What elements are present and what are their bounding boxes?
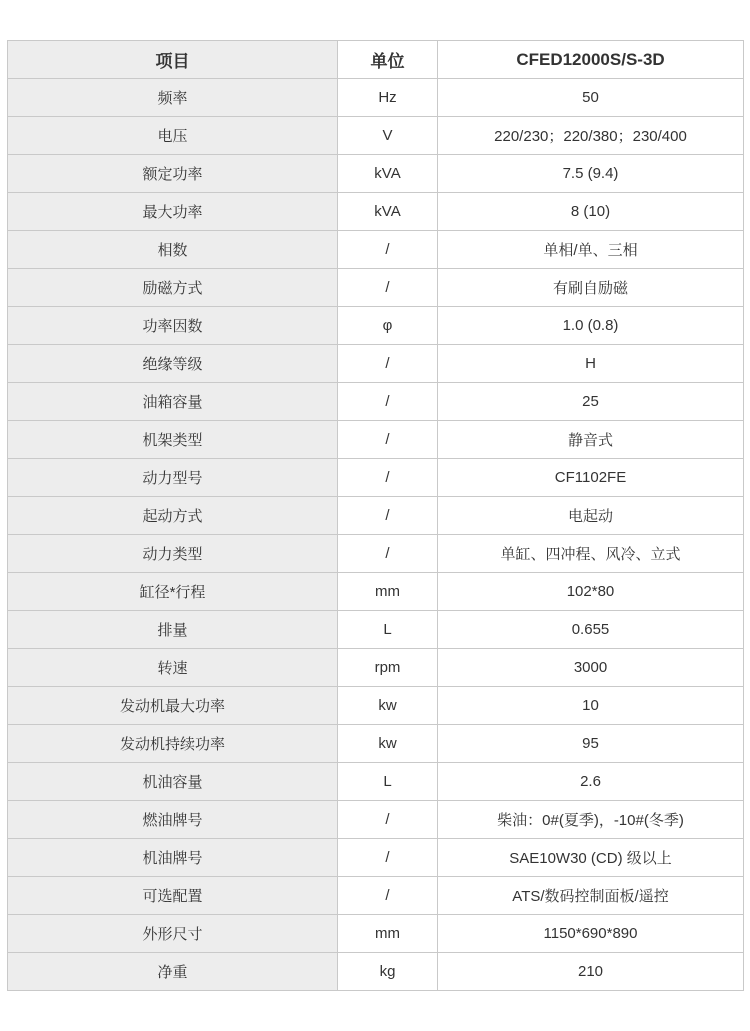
spec-value-cell: 220/230；220/380；230/400 bbox=[438, 117, 744, 155]
spec-value-cell: 柴油：0#(夏季)，-10#(冬季) bbox=[438, 801, 744, 839]
spec-item-cell: 发动机最大功率 bbox=[8, 687, 338, 725]
spec-item-cell: 功率因数 bbox=[8, 307, 338, 345]
spec-value-cell: 25 bbox=[438, 383, 744, 421]
spec-item-cell: 可选配置 bbox=[8, 877, 338, 915]
spec-item-cell: 起动方式 bbox=[8, 497, 338, 535]
table-row bbox=[8, 383, 744, 421]
table-row bbox=[8, 839, 744, 877]
table-row bbox=[8, 877, 744, 915]
spec-unit-cell: kVA bbox=[338, 193, 438, 231]
spec-item-cell: 发动机持续功率 bbox=[8, 725, 338, 763]
spec-item-cell: 额定功率 bbox=[8, 155, 338, 193]
spec-value-cell: 3000 bbox=[438, 649, 744, 687]
spec-unit-cell: / bbox=[338, 231, 438, 269]
spec-value-cell: 95 bbox=[438, 725, 744, 763]
spec-unit-cell: / bbox=[338, 269, 438, 307]
header-item-label: 项目 bbox=[8, 41, 338, 79]
spec-item-cell: 绝缘等级 bbox=[8, 345, 338, 383]
spec-item-cell: 最大功率 bbox=[8, 193, 338, 231]
spec-item-cell: 转速 bbox=[8, 649, 338, 687]
table-row bbox=[8, 155, 744, 193]
spec-item-cell: 缸径*行程 bbox=[8, 573, 338, 611]
spec-value-cell: 1.0 (0.8) bbox=[438, 307, 744, 345]
table-row bbox=[8, 953, 744, 991]
spec-item-cell: 相数 bbox=[8, 231, 338, 269]
header-model-label: CFED12000S/S-3D bbox=[438, 41, 744, 79]
spec-unit-cell: / bbox=[338, 839, 438, 877]
spec-value-cell: 8 (10) bbox=[438, 193, 744, 231]
spec-value-cell: 1150*690*890 bbox=[438, 915, 744, 953]
spec-unit-cell: mm bbox=[338, 573, 438, 611]
spec-item-cell: 电压 bbox=[8, 117, 338, 155]
spec-item-cell: 外形尺寸 bbox=[8, 915, 338, 953]
spec-item-cell: 机油容量 bbox=[8, 763, 338, 801]
spec-value-cell: 静音式 bbox=[438, 421, 744, 459]
table-row bbox=[8, 801, 744, 839]
table-row bbox=[8, 573, 744, 611]
spec-value-cell: H bbox=[438, 345, 744, 383]
spec-unit-cell: kw bbox=[338, 687, 438, 725]
spec-unit-cell: / bbox=[338, 877, 438, 915]
spec-value-cell: 0.655 bbox=[438, 611, 744, 649]
table-row bbox=[8, 649, 744, 687]
spec-value-cell: 单相/单、三相 bbox=[438, 231, 744, 269]
spec-value-cell: SAE10W30 (CD) 级以上 bbox=[438, 839, 744, 877]
spec-item-cell: 动力型号 bbox=[8, 459, 338, 497]
spec-table-container bbox=[7, 40, 744, 991]
table-row bbox=[8, 117, 744, 155]
spec-item-cell: 励磁方式 bbox=[8, 269, 338, 307]
spec-unit-cell: kVA bbox=[338, 155, 438, 193]
spec-value-cell: 电起动 bbox=[438, 497, 744, 535]
table-row bbox=[8, 459, 744, 497]
spec-unit-cell: mm bbox=[338, 915, 438, 953]
table-row bbox=[8, 763, 744, 801]
spec-item-cell: 燃油牌号 bbox=[8, 801, 338, 839]
spec-unit-cell: φ bbox=[338, 307, 438, 345]
spec-item-cell: 机架类型 bbox=[8, 421, 338, 459]
table-row bbox=[8, 915, 744, 953]
spec-unit-cell: / bbox=[338, 383, 438, 421]
spec-unit-cell: kg bbox=[338, 953, 438, 991]
table-row bbox=[8, 79, 744, 117]
spec-table-body bbox=[8, 79, 744, 991]
header-unit-label: 单位 bbox=[338, 41, 438, 79]
table-row bbox=[8, 345, 744, 383]
spec-unit-cell: / bbox=[338, 421, 438, 459]
table-row bbox=[8, 193, 744, 231]
spec-value-cell: 7.5 (9.4) bbox=[438, 155, 744, 193]
table-row bbox=[8, 611, 744, 649]
spec-item-cell: 排量 bbox=[8, 611, 338, 649]
table-row bbox=[8, 687, 744, 725]
spec-value-cell: 50 bbox=[438, 79, 744, 117]
spec-unit-cell: V bbox=[338, 117, 438, 155]
spec-unit-cell: / bbox=[338, 535, 438, 573]
table-row bbox=[8, 231, 744, 269]
spec-value-cell: 10 bbox=[438, 687, 744, 725]
spec-value-cell: 102*80 bbox=[438, 573, 744, 611]
spec-value-cell: ATS/数码控制面板/遥控 bbox=[438, 877, 744, 915]
table-row bbox=[8, 535, 744, 573]
spec-value-cell: 2.6 bbox=[438, 763, 744, 801]
spec-unit-cell: Hz bbox=[338, 79, 438, 117]
spec-unit-cell: kw bbox=[338, 725, 438, 763]
table-row bbox=[8, 269, 744, 307]
spec-value-cell: 210 bbox=[438, 953, 744, 991]
spec-value-cell: 单缸、四冲程、风冷、立式 bbox=[438, 535, 744, 573]
spec-item-cell: 频率 bbox=[8, 79, 338, 117]
spec-unit-cell: / bbox=[338, 345, 438, 383]
table-row bbox=[8, 725, 744, 763]
spec-unit-cell: L bbox=[338, 763, 438, 801]
spec-unit-cell: rpm bbox=[338, 649, 438, 687]
table-row bbox=[8, 497, 744, 535]
spec-item-cell: 油箱容量 bbox=[8, 383, 338, 421]
spec-unit-cell: / bbox=[338, 801, 438, 839]
spec-unit-cell: L bbox=[338, 611, 438, 649]
spec-value-cell: CF1102FE bbox=[438, 459, 744, 497]
spec-unit-cell: / bbox=[338, 459, 438, 497]
spec-table bbox=[7, 40, 744, 991]
spec-item-cell: 动力类型 bbox=[8, 535, 338, 573]
spec-item-cell: 机油牌号 bbox=[8, 839, 338, 877]
spec-item-cell: 净重 bbox=[8, 953, 338, 991]
spec-value-cell: 有刷自励磁 bbox=[438, 269, 744, 307]
table-row bbox=[8, 421, 744, 459]
spec-header-row bbox=[8, 41, 744, 79]
spec-unit-cell: / bbox=[338, 497, 438, 535]
table-row bbox=[8, 307, 744, 345]
